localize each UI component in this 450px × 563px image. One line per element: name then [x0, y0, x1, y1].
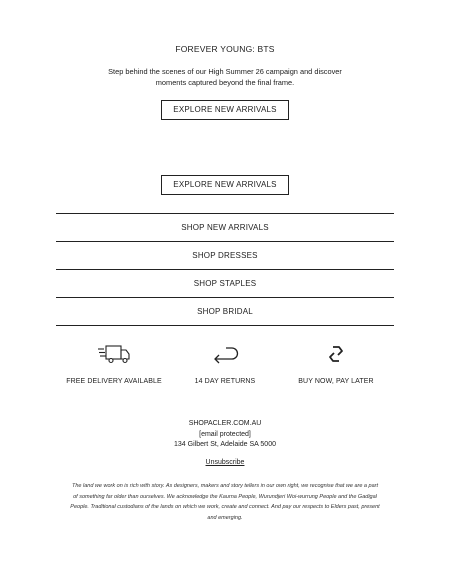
explore-new-arrivals-button-secondary[interactable]: EXPLORE NEW ARRIVALS [161, 175, 289, 195]
feature-buy-now-pay-later [266, 343, 406, 385]
campaign-title: FOREVER YOUNG: BTS [175, 44, 275, 54]
footer-address: 134 Gilbert St, Adelaide SA 5000 [174, 441, 276, 448]
shop-staples-link[interactable]: SHOP STAPLES [56, 269, 394, 297]
footer-website-link[interactable]: SHOPACLER.COM.AU [188, 420, 262, 427]
feature-free-delivery-label: FREE DELIVERY AVAILABLE [66, 378, 162, 385]
campaign-description: Step behind the scenes of our High Summer 26 campaign and discover moments captured beyond the final frame. [108, 67, 342, 87]
shop-links-list [56, 213, 394, 326]
feature-returns-label: 14 DAY RETURNS [194, 378, 256, 385]
delivery-truck-icon [97, 343, 131, 365]
shop-dresses-link[interactable]: SHOP DRESSES [56, 241, 394, 269]
return-arrow-icon [210, 343, 240, 365]
acknowledgement-of-country: The land we work on is rich with story. As designers, makers and story tellers in our own right, we recognise that we are a part of something far older than ourselves. We acknowledge the Kaurna People, Wurundjeri Woi-wurrung People and the Gadigal People. Traditional custodians of the lands on which we work, create and connect. And pay our respects to Elders past, present and emerging. [70, 483, 380, 521]
shop-new-arrivals-link[interactable]: SHOP NEW ARRIVALS [56, 213, 394, 241]
buy-now-pay-later-icon [324, 343, 348, 365]
footer-email-link[interactable]: [email protected] [199, 430, 251, 438]
footer-contact [0, 419, 450, 451]
feature-buy-now-pay-later-label: BUY NOW, PAY LATER [298, 378, 374, 385]
unsubscribe-link[interactable]: Unsubscribe [205, 459, 245, 466]
explore-new-arrivals-button[interactable]: EXPLORE NEW ARRIVALS [161, 100, 289, 120]
shop-bridal-link[interactable]: SHOP BRIDAL [56, 297, 394, 326]
